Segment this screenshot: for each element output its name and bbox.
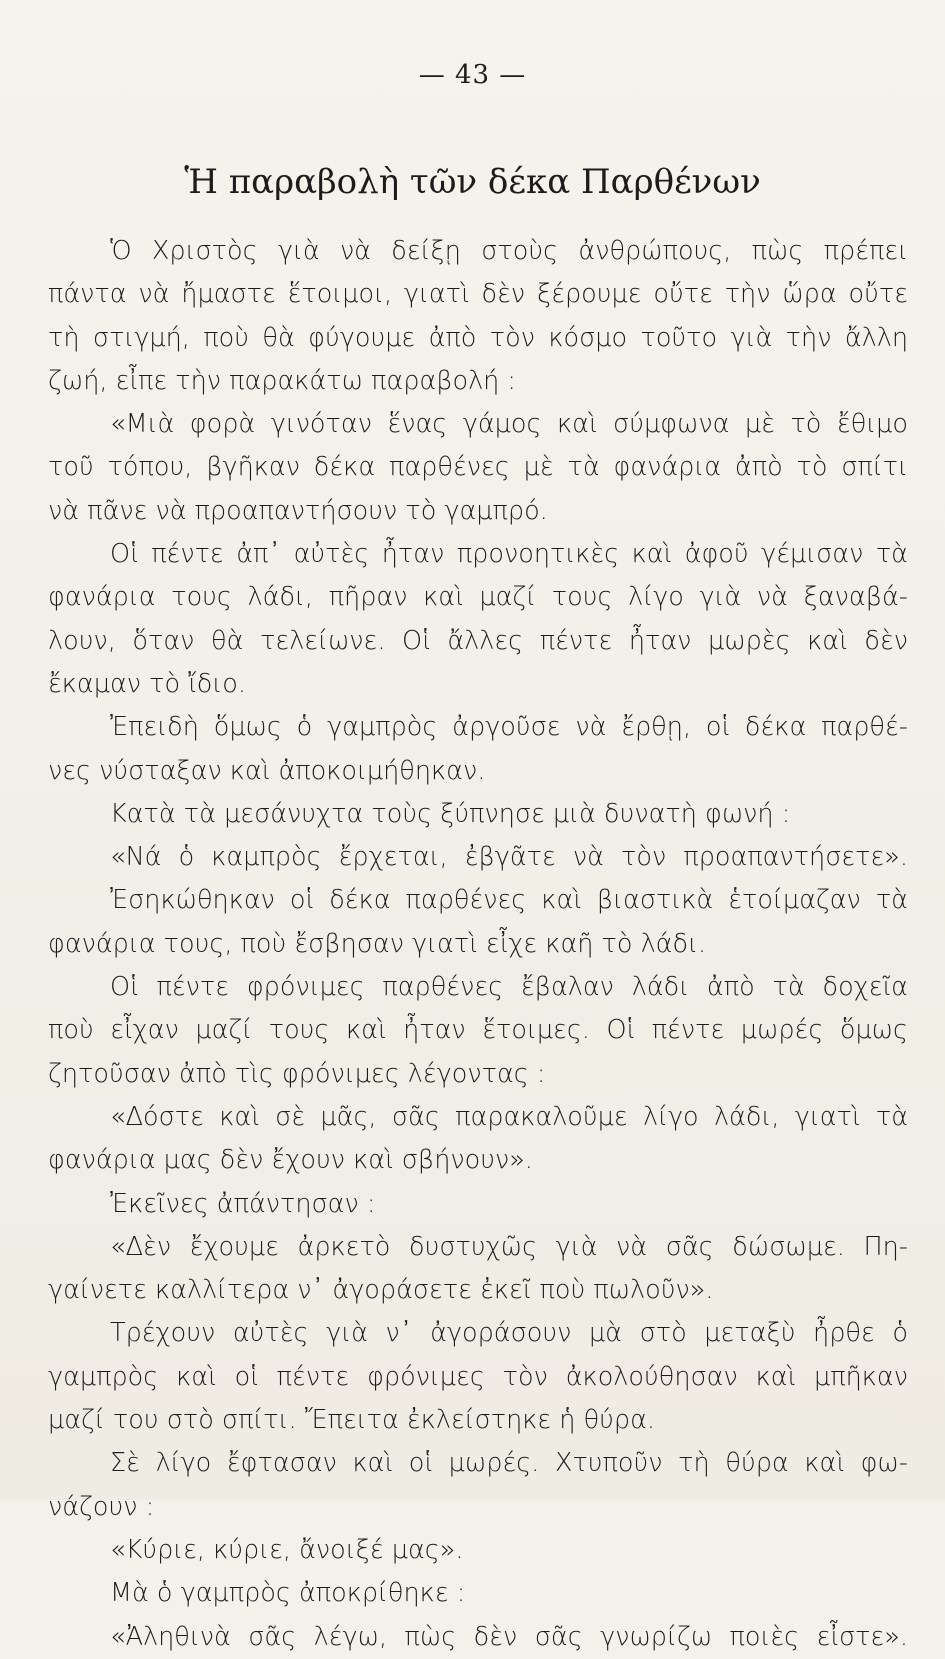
- text-line: «Κύριε, κύριε, ἄνοιξέ μας».: [110, 1534, 464, 1565]
- text-line: φανάρια τους, ποὺ ἔσβησαν γιατὶ εἶχε καῆ τὸ λάδι.: [48, 928, 707, 959]
- text-line: νὰ πᾶνε νὰ προαπαντήσουν τὸ γαμπρό.: [48, 495, 548, 526]
- text-line: «Δὲν ἔχουμε ἀρκετὸ δυστυχῶς γιὰ νὰ σᾶς δώσωμε. Πη-: [110, 1231, 908, 1262]
- text-line: Ἐσηκώθηκαν οἱ δέκα παρθένες καὶ βιαστικὰ ἑτοίμαζαν τὰ: [110, 885, 908, 916]
- text-line: ζητοῦσαν ἀπὸ τὶς φρόνιμες λέγοντας :: [48, 1058, 546, 1089]
- text-line: τοῦ τόπου, βγῆκαν δέκα παρθένες μὲ τὰ φανάρια ἀπὸ τὸ σπίτι: [48, 452, 908, 483]
- text-line: Ἐπειδὴ ὅμως ὁ γαμπρὸς ἀργοῦσε νὰ ἔρθῃ, οἱ δέκα παρθέ-: [110, 712, 908, 743]
- text-line: Ὁ Χριστὸς γιὰ νὰ δείξῃ στοὺς ἀνθρώπους, πὼς πρέπει: [110, 236, 908, 266]
- text-line: Σὲ λίγο ἔφτασαν καὶ οἱ μωρές. Χτυποῦν τὴ θύρα καὶ φω-: [110, 1448, 908, 1479]
- text-line: γαμπρὸς καὶ οἱ πέντε φρόνιμες τὸν ἀκολούθησαν καὶ μπῆκαν: [48, 1361, 908, 1392]
- text-line: «Μιὰ φορὰ γινόταν ἕνας γάμος καὶ σύμφωνα μὲ τὸ ἔθιμο: [110, 409, 908, 440]
- page-number: — 43 —: [418, 60, 527, 90]
- text-line: τὴ στιγμή, ποὺ θὰ φύγουμε ἀπὸ τὸν κόσμο τοῦτο γιὰ τὴν ἄλλη: [48, 322, 908, 353]
- text-line: νες νύσταξαν καὶ ἀποκοιμήθηκαν.: [48, 755, 486, 786]
- text-line: φανάρια τους λάδι, πῆραν καὶ μαζί τους λίγο γιὰ νὰ ξαναβά-: [48, 582, 908, 613]
- text-line: Κατὰ τὰ μεσάνυχτα τοὺς ξύπνησε μιὰ δυνατὴ φωνή :: [110, 798, 791, 829]
- text-line: Τρέχουν αὐτὲς γιὰ ν᾽ ἀγοράσουν μὰ στὸ μεταξὺ ἦρθε ὁ: [110, 1318, 908, 1349]
- text-line: Οἱ πέντε φρόνιμες παρθένες ἔβαλαν λάδι ἀπὸ τὰ δοχεῖα: [110, 972, 908, 1003]
- text-line: ζωή, εἶπε τὴν παρακάτω παραβολή :: [48, 365, 517, 396]
- text-line: Οἱ πέντε ἀπ᾽ αὐτὲς ἦταν προνοητικὲς καὶ ἀφοῦ γέμισαν τὰ: [110, 539, 908, 570]
- text-line: Μὰ ὁ γαμπρὸς ἀποκρίθηκε :: [110, 1578, 466, 1609]
- text-line: ἔκαμαν τὸ ἴδιο.: [48, 668, 246, 699]
- text-line: μαζί του στὸ σπίτι. Ἔπειτα ἐκλείστηκε ἡ θύρα.: [48, 1405, 656, 1436]
- chapter-title: Ἡ παραβολὴ τῶν δέκα Παρθένων: [184, 162, 761, 202]
- text-line: λουν, ὅταν θὰ τελείωνε. Οἱ ἄλλες πέντε ἦταν μωρὲς καὶ δὲν: [48, 625, 908, 656]
- text-line: πάντα νὰ ἤμαστε ἕτοιμοι, γιατὶ δὲν ξέρουμε οὔτε τὴν ὥρα οὔτε: [48, 279, 908, 310]
- text-line: «Ἀληθινὰ σᾶς λέγω, πὼς δὲν σᾶς γνωρίζω ποιὲς εἶστε».: [110, 1621, 908, 1652]
- body-text: [48, 230, 908, 1659]
- text-line: γαίνετε καλλίτερα ν᾽ ἀγοράσετε ἐκεῖ ποὺ πωλοῦν».: [48, 1275, 714, 1306]
- text-line: «Νά ὁ καμπρὸς ἔρχεται, ἐβγᾶτε νὰ τὸν προαπαντήσετε».: [110, 842, 908, 873]
- text-line: νάζουν :: [48, 1491, 155, 1522]
- text-line: Ἐκεῖνες ἀπάντησαν :: [110, 1188, 376, 1219]
- text-line: «Δόστε καὶ σὲ μᾶς, σᾶς παρακαλοῦμε λίγο λάδι, γιατὶ τὰ: [110, 1101, 908, 1132]
- text-line: φανάρια μας δὲν ἔχουν καὶ σβήνουν».: [48, 1145, 533, 1176]
- text-line: ποὺ εἶχαν μαζί τους καὶ ἦταν ἕτοιμες. Οἱ πέντε μωρές ὅμως: [48, 1015, 908, 1046]
